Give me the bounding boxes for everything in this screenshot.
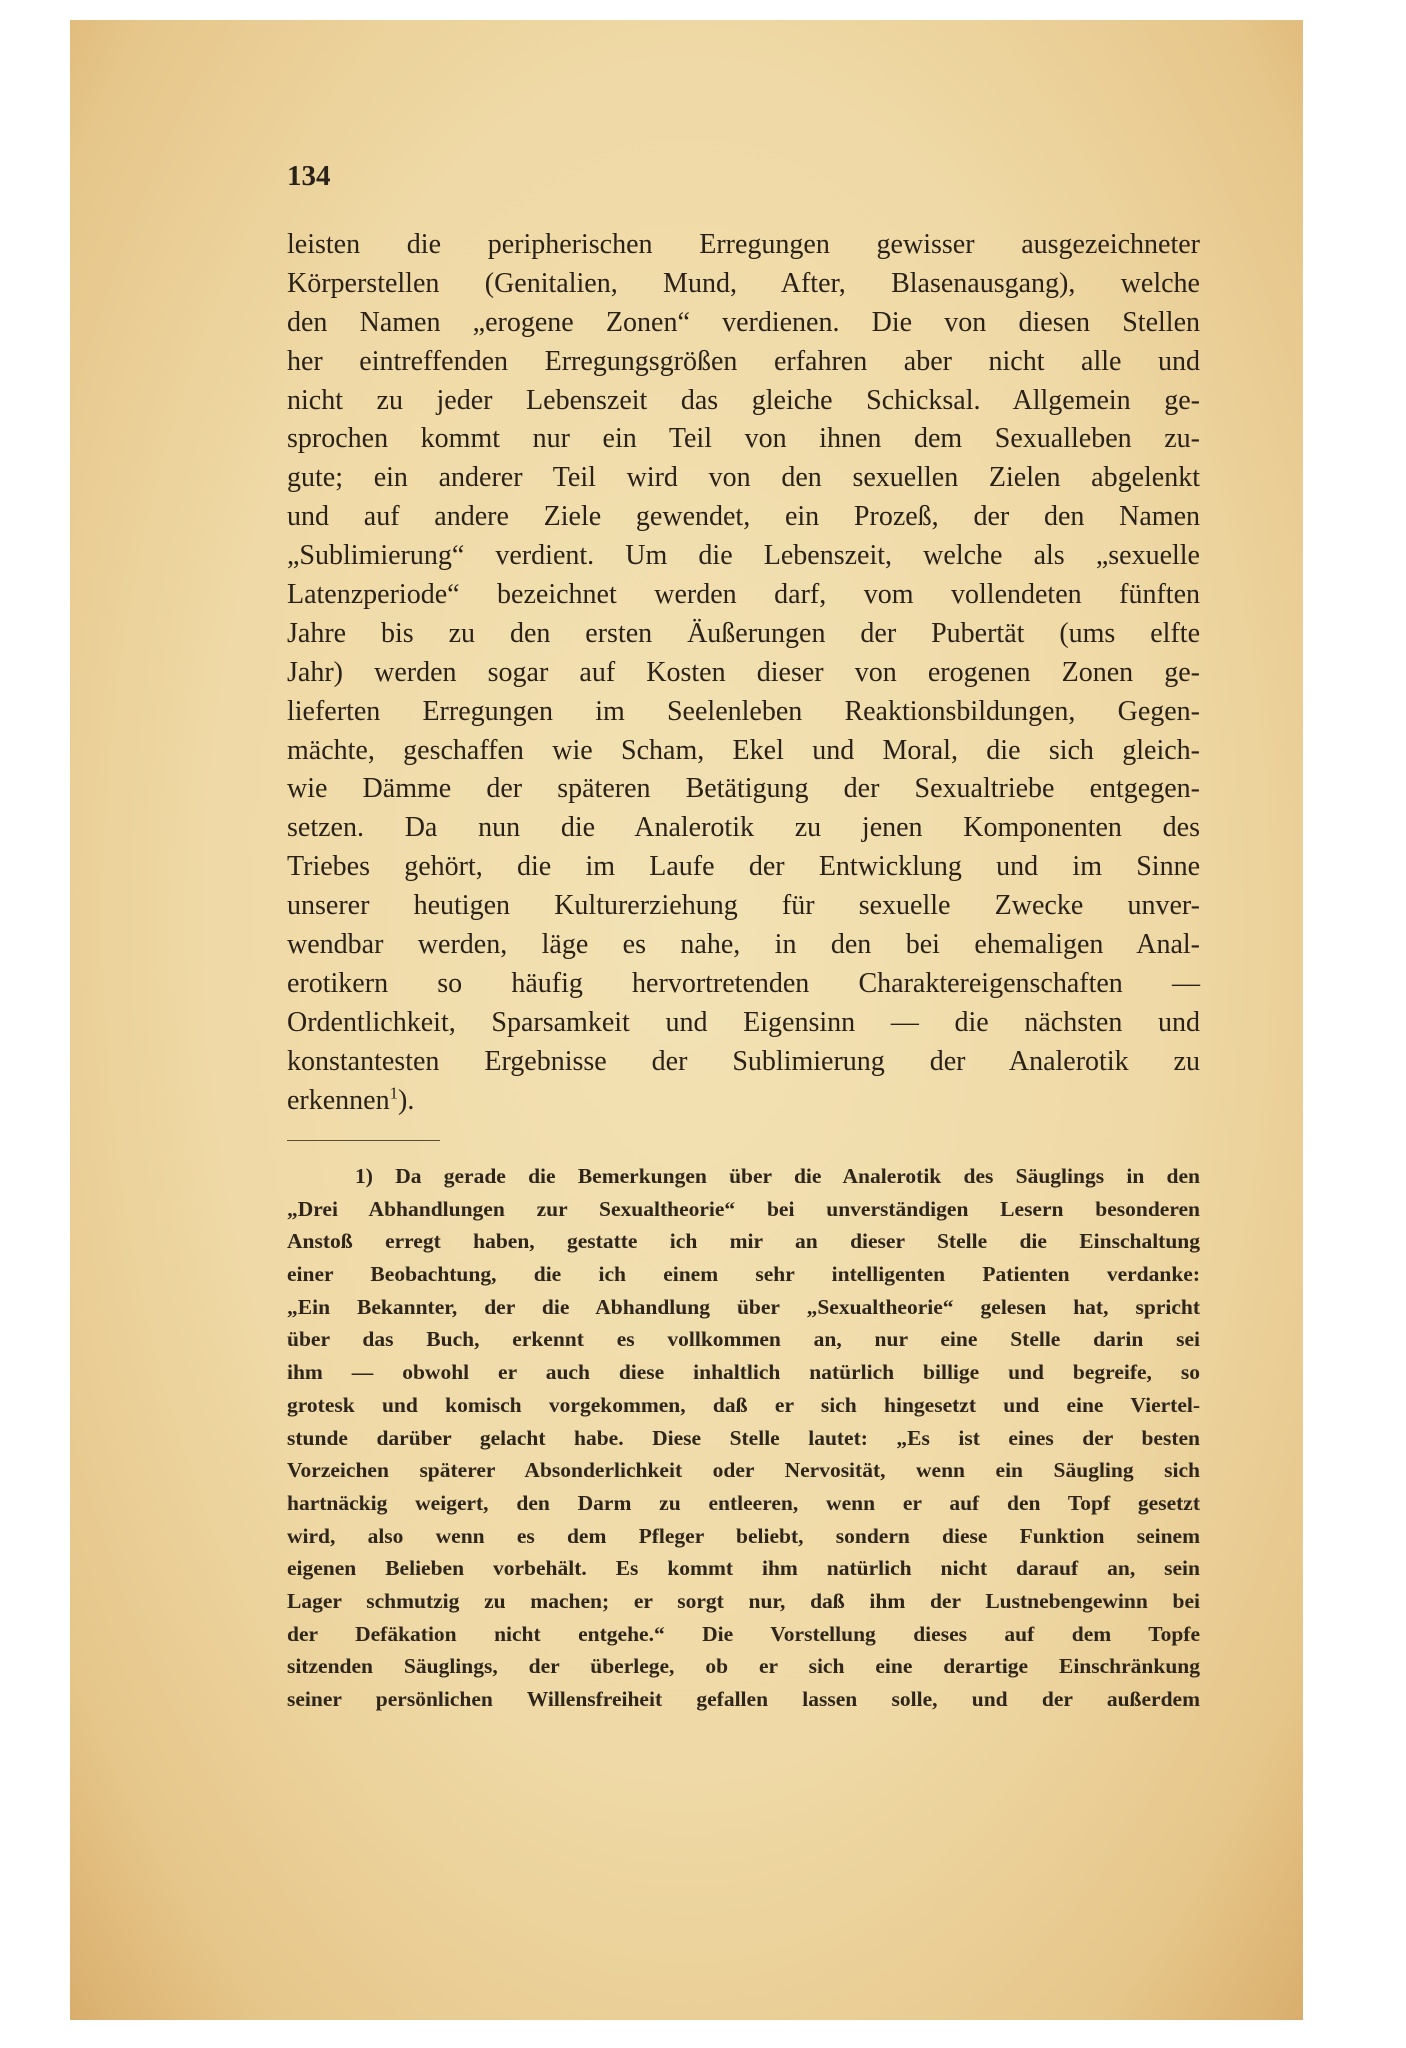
text-line: konstantesten Ergebnisse der Sublimierung der Analerotik zu bbox=[287, 1045, 1200, 1077]
footnote-line: grotesk und komisch vorgekommen, daß er sich hingesetzt und eine Viertel- bbox=[287, 1392, 1200, 1417]
footnote-line: hartnäckig weigert, den Darm zu entleeren, wenn er auf den Topf gesetzt bbox=[287, 1490, 1200, 1515]
text-line: „Sublimierung“ verdient. Um die Lebenszeit, welche als „sexuelle bbox=[287, 540, 1200, 572]
text-line: nicht zu jeder Lebenszeit das gleiche Schicksal. Allgemein ge- bbox=[287, 384, 1200, 416]
text-line: Ordentlichkeit, Sparsamkeit und Eigensinn — die nächsten und bbox=[287, 1006, 1200, 1038]
page-number: 134 bbox=[287, 160, 331, 192]
footnote-first-line: Da gerade die Bemerkungen über die Analerotik des Säuglings in den bbox=[395, 1164, 1200, 1188]
text-line: Jahre bis zu den ersten Äußerungen der Pubertät (ums elfte bbox=[287, 617, 1200, 649]
footnote bbox=[287, 1160, 1200, 1716]
footnote-line: eigenen Belieben vorbehält. Es kommt ihm natürlich nicht darauf an, sein bbox=[287, 1556, 1200, 1581]
text-line: setzen. Da nun die Analerotik zu jenen Komponenten des bbox=[287, 812, 1200, 844]
last-line-text: erkennen bbox=[287, 1084, 390, 1116]
footnote-line: stunde darüber gelacht habe. Diese Stelle lautet: „Es ist eines der besten bbox=[287, 1425, 1200, 1450]
text-line: Jahr) werden sogar auf Kosten dieser von erogenen Zonen ge- bbox=[287, 656, 1200, 688]
footnote-line: Lager schmutzig zu machen; er sorgt nur, daß ihm der Lustnebengewinn bei bbox=[287, 1588, 1200, 1613]
footnote-line: der Defäkation nicht entgehe.“ Die Vorstellung dieses auf dem Topfe bbox=[287, 1621, 1200, 1646]
text-line: den Namen „erogene Zonen“ verdienen. Die von diesen Stellen bbox=[287, 306, 1200, 338]
footnote-line: einer Beobachtung, die ich einem sehr intelligenten Patienten verdanke: bbox=[287, 1262, 1200, 1287]
text-line bbox=[287, 1082, 1200, 1121]
text-line: wie Dämme der späteren Betätigung der Sexualtriebe entgegen- bbox=[287, 773, 1200, 805]
footnote-line: über das Buch, erkennt es vollkommen an, nur eine Stelle darin sei bbox=[287, 1327, 1200, 1352]
footnote-reference[interactable]: 1 bbox=[389, 1083, 398, 1103]
text-line: lieferten Erregungen im Seelenleben Reaktionsbildungen, Gegen- bbox=[287, 695, 1200, 727]
footnote-line bbox=[287, 1160, 1200, 1193]
last-line-end: ). bbox=[398, 1084, 415, 1116]
text-line: mächte, geschaffen wie Scham, Ekel und Moral, die sich gleich- bbox=[287, 734, 1200, 766]
text-line: erotikern so häufig hervortretenden Charaktereigenschaften — bbox=[287, 967, 1200, 999]
main-text bbox=[287, 226, 1200, 1120]
text-line: unserer heutigen Kulturerziehung für sexuelle Zwecke unver- bbox=[287, 890, 1200, 922]
footnote-line: „Drei Abhandlungen zur Sexualtheorie“ bei unverständigen Lesern besonderen bbox=[287, 1196, 1200, 1221]
footnote-marker: 1) bbox=[355, 1164, 373, 1188]
text-line: Körperstellen (Genitalien, Mund, After, Blasenausgang), welche bbox=[287, 267, 1200, 299]
footnote-line: wird, also wenn es dem Pfleger beliebt, sondern diese Funktion seinem bbox=[287, 1523, 1200, 1548]
footnote-line: sitzenden Säuglings, der überlege, ob er sich eine derartige Einschränkung bbox=[287, 1654, 1200, 1679]
text-line: Triebes gehört, die im Laufe der Entwicklung und im Sinne bbox=[287, 851, 1200, 883]
text-line: wendbar werden, läge es nahe, in den bei ehemaligen Anal- bbox=[287, 929, 1200, 961]
text-line: sprochen kommt nur ein Teil von ihnen dem Sexualleben zu- bbox=[287, 423, 1200, 455]
footnote-line: ihm — obwohl er auch diese inhaltlich natürlich billige und begreife, so bbox=[287, 1360, 1200, 1385]
footnote-line: Anstoß erregt haben, gestatte ich mir an dieser Stelle die Einschaltung bbox=[287, 1229, 1200, 1254]
footnote-divider bbox=[287, 1140, 440, 1141]
footnote-line: „Ein Bekannter, der die Abhandlung über „Sexualtheorie“ gelesen hat, spricht bbox=[287, 1294, 1200, 1319]
text-line: leisten die peripherischen Erregungen gewisser ausgezeichneter bbox=[287, 229, 1200, 260]
footnote-line: seiner persönlichen Willensfreiheit gefallen lassen solle, und der außerdem bbox=[287, 1687, 1200, 1711]
text-line: her eintreffenden Erregungsgrößen erfahren aber nicht alle und bbox=[287, 345, 1200, 377]
footnote-line: Vorzeichen späterer Absonderlichkeit oder Nervosität, wenn ein Säugling sich bbox=[287, 1458, 1200, 1483]
text-line: und auf andere Ziele gewendet, ein Prozeß, der den Namen bbox=[287, 501, 1200, 533]
text-line: gute; ein anderer Teil wird von den sexuellen Zielen abgelenkt bbox=[287, 462, 1200, 494]
text-line: Latenzperiode“ bezeichnet werden darf, vom vollendeten fünften bbox=[287, 579, 1200, 611]
